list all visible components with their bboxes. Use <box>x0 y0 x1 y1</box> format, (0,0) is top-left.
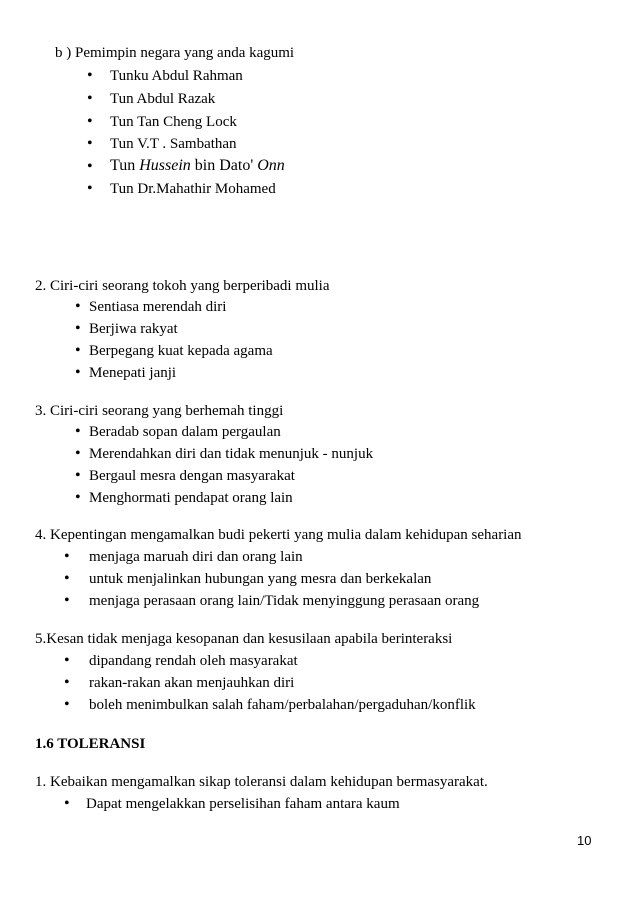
list-item: boleh menimbulkan salah faham/perbalahan/pergaduhan/konflik <box>89 697 476 713</box>
bullet: • <box>87 113 93 130</box>
list-item: Tun Abdul Razak <box>110 91 216 107</box>
section-b-heading: b ) Pemimpin negara yang anda kagumi <box>55 45 295 61</box>
bullet: • <box>64 696 70 713</box>
bullet: • <box>64 548 70 565</box>
list-item: Berpegang kuat kepada agama <box>89 343 273 359</box>
section-4-heading: 4. Kepentingan mengamalkan budi pekerti yang mulia dalam kehidupan seharian <box>35 527 522 543</box>
section-5-heading: 5.Kesan tidak menjaga kesopanan dan kesusilaan apabila berinteraksi <box>35 631 453 647</box>
list-item: Sentiasa merendah diri <box>89 299 227 315</box>
list-item: Menghormati pendapat orang lain <box>89 490 293 506</box>
bullet: • <box>87 67 93 84</box>
list-item: Tun V.T . Sambathan <box>110 136 237 152</box>
list-item: menjaga maruah diri dan orang lain <box>89 549 303 565</box>
section-16-heading: 1. Kebaikan mengamalkan sikap toleransi dalam kehidupan bermasyarakat. <box>35 774 488 790</box>
list-item: Tun Tan Cheng Lock <box>110 114 237 130</box>
bullet: • <box>75 467 81 484</box>
bullet: • <box>75 298 81 315</box>
list-item: Beradab sopan dalam pergaulan <box>89 424 281 440</box>
list-item: Bergaul mesra dengan masyarakat <box>89 468 295 484</box>
list-item: rakan-rakan akan menjauhkan diri <box>89 675 295 691</box>
bullet: • <box>75 489 81 506</box>
list-item: Merendahkan diri dan tidak menunjuk - nunjuk <box>89 446 374 462</box>
list-item: Tun Hussein bin Dato' Onn <box>110 157 285 174</box>
bullet: • <box>87 135 93 152</box>
bullet: • <box>64 592 70 609</box>
bullet: • <box>64 795 70 812</box>
section-2-heading: 2. Ciri-ciri seorang tokoh yang berperibadi mulia <box>35 278 330 294</box>
bullet: • <box>64 570 70 587</box>
bullet: • <box>75 342 81 359</box>
bullet: • <box>75 445 81 462</box>
bullet: • <box>75 364 81 381</box>
list-item: Berjiwa rakyat <box>89 321 178 337</box>
section-title: 1.6 TOLERANSI <box>35 736 146 752</box>
bullet: • <box>75 320 81 337</box>
page-number: 10 <box>577 833 592 848</box>
list-item: Menepati janji <box>89 365 177 381</box>
list-item: untuk menjalinkan hubungan yang mesra dan berkekalan <box>89 571 432 587</box>
bullet: • <box>75 423 81 440</box>
bullet: • <box>64 652 70 669</box>
list-item: dipandang rendah oleh masyarakat <box>89 653 298 669</box>
section-3-heading: 3. Ciri-ciri seorang yang berhemah tinggi <box>35 403 284 419</box>
bullet: • <box>87 180 93 197</box>
bullet: • <box>87 90 93 107</box>
list-item: Tunku Abdul Rahman <box>110 68 243 84</box>
list-item: Tun Dr.Mahathir Mohamed <box>110 181 276 197</box>
list-item: menjaga perasaan orang lain/Tidak menyinggung perasaan orang <box>89 593 480 609</box>
bullet: • <box>87 158 93 175</box>
bullet: • <box>64 674 70 691</box>
list-item: Dapat mengelakkan perselisihan faham antara kaum <box>86 796 400 812</box>
